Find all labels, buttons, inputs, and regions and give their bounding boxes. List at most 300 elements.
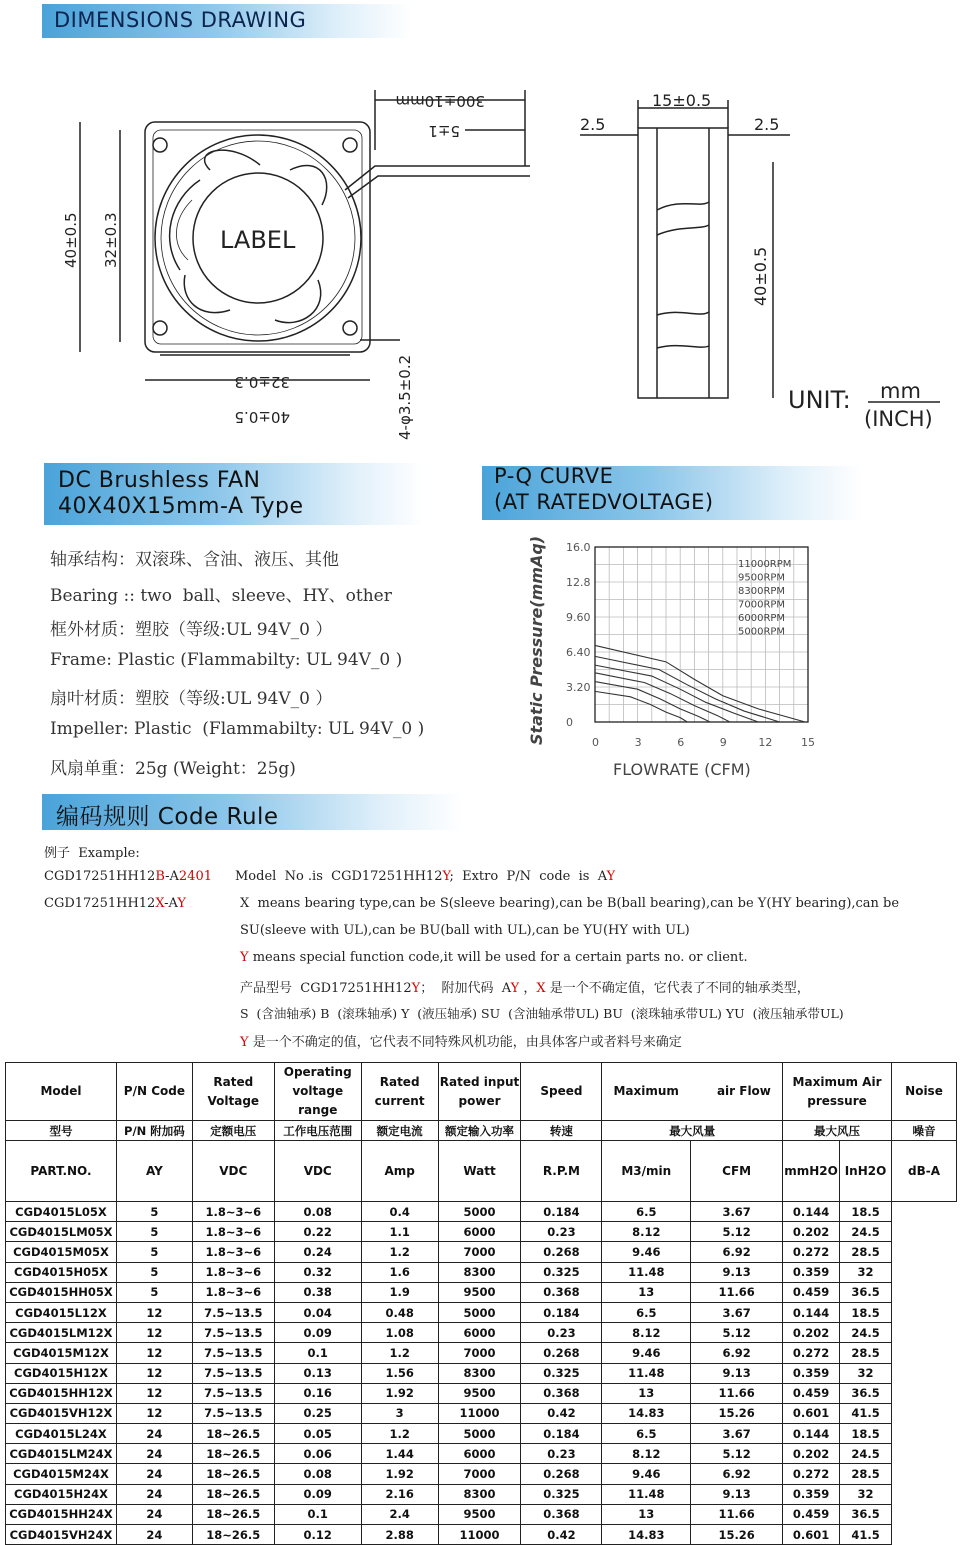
legend-item: 6000RPM [738, 613, 786, 624]
th-unit-inh2o: InH2O [840, 1141, 892, 1202]
table-cell: 0.22 [274, 1222, 361, 1242]
table-cell: 1.2 [361, 1424, 438, 1444]
table-cell: 1.8~3~6 [192, 1262, 274, 1282]
table-cell: 0.23 [521, 1323, 602, 1343]
table-row [6, 1444, 957, 1464]
table-cell: 0.16 [274, 1383, 361, 1403]
cn1-f: X [536, 981, 546, 996]
table-row [6, 1202, 957, 1222]
table-cell: 6.5 [602, 1302, 691, 1322]
table-cell: 0.05 [274, 1424, 361, 1444]
code-rule-title: 编码规则 Code Rule [56, 804, 279, 830]
legend-item: 5000RPM [738, 626, 786, 638]
table-cell: 2.88 [361, 1525, 438, 1545]
part-number-cell: CGD4015HH12X [6, 1383, 117, 1403]
table-cell: 0.08 [274, 1464, 361, 1484]
table-row [6, 1282, 957, 1302]
table-cell: 7.5~13.5 [192, 1403, 274, 1423]
table-cell: 6.92 [691, 1242, 783, 1262]
table-cell: 0.359 [783, 1484, 840, 1504]
table-cell: 18~26.5 [192, 1444, 274, 1464]
table-cell: 3.67 [691, 1302, 783, 1322]
fan-label-text: LABEL [220, 226, 296, 254]
table-cell: 15.26 [691, 1403, 783, 1423]
th-unit-vdc-range: VDC [274, 1141, 361, 1202]
table-cell: 0.13 [274, 1363, 361, 1383]
table-cell: 7.5~13.5 [192, 1383, 274, 1403]
spec-bearing-cn: 轴承结构：双滚珠、含油、液压、其他 [50, 550, 339, 570]
table-row [6, 1343, 957, 1363]
table-cell: 0.32 [274, 1262, 361, 1282]
table-cell: 24.5 [840, 1323, 892, 1343]
outer-width-dim: 40±0.5 [234, 408, 290, 426]
table-cell: 7000 [438, 1242, 521, 1262]
x-tick-label: 12 [758, 736, 773, 749]
unit-inch: (INCH) [864, 407, 933, 431]
legend-item: 7000RPM [738, 599, 786, 611]
table-cell: 32 [840, 1484, 892, 1504]
table-cell: 3 [361, 1403, 438, 1423]
example-label: 例子 Example: [44, 846, 140, 861]
th-unit-cfm: CFM [691, 1141, 783, 1202]
th-air-pressure: Maximum Air pressure [783, 1063, 892, 1121]
table-cell: 0.48 [361, 1302, 438, 1322]
thickness-dim: 15±0.5 [652, 91, 712, 110]
table-cell: 14.83 [602, 1525, 691, 1545]
hole-height-dim: 32±0.3 [102, 212, 120, 268]
th-rated-current: Rated current [361, 1063, 438, 1121]
x-tick-label: 3 [634, 736, 642, 749]
table-cell: 0.459 [783, 1504, 840, 1524]
y-tick-label: 16.0 [566, 541, 591, 554]
table-cell: 2.16 [361, 1484, 438, 1504]
cn3-a: Y [240, 1035, 249, 1050]
table-body [6, 1202, 957, 1545]
y-desc: means special function code,it will be used for a certain parts no. or client. [248, 950, 748, 965]
table-cell: 6.5 [602, 1424, 691, 1444]
table-cell: 0.601 [783, 1525, 840, 1545]
fan-title-line-1: DC Brushless FAN [58, 468, 261, 493]
th-rated-power: Rated input power [438, 1063, 521, 1121]
ex1-bearing: B [155, 869, 166, 884]
table-cell: 24.5 [840, 1444, 892, 1464]
y-letter: Y [240, 950, 249, 965]
table-cell: 24 [116, 1484, 192, 1504]
table-cell: 13 [602, 1383, 691, 1403]
table-cell: 1.44 [361, 1444, 438, 1464]
table-cell: 24 [116, 1424, 192, 1444]
fan-title-banner [44, 463, 424, 525]
table-cell: 6000 [438, 1222, 521, 1242]
y-tick-label: 0 [566, 716, 573, 729]
table-cell: 6000 [438, 1323, 521, 1343]
th-cn-pressure: 最大风压 [783, 1121, 892, 1141]
table-cell: 5000 [438, 1202, 521, 1222]
x-meaning-line-2: SU(sleeve with UL),can be BU(ball with UL),can be YU(HY with UL) [240, 923, 690, 938]
table-cell: 5.12 [691, 1444, 783, 1464]
table-cell: 5 [116, 1222, 192, 1242]
th-model: Model [6, 1063, 117, 1121]
y-axis-label: Static Pressure(mmAq) [527, 535, 546, 745]
table-row [6, 1424, 957, 1444]
th-cn-current: 额定电流 [361, 1121, 438, 1141]
table-cell: 6000 [438, 1444, 521, 1464]
ex1-suffix: 2401 [178, 869, 212, 884]
table-cell: 12 [116, 1323, 192, 1343]
table-cell: 13 [602, 1504, 691, 1524]
table-cell: 0.202 [783, 1444, 840, 1464]
table-cell: 3.67 [691, 1202, 783, 1222]
table-row [6, 1222, 957, 1242]
table-cell: 24 [116, 1504, 192, 1524]
table-cell: 7.5~13.5 [192, 1363, 274, 1383]
pq-curve-chart [520, 535, 840, 785]
table-cell: 6.92 [691, 1464, 783, 1484]
table-cell: 0.272 [783, 1343, 840, 1363]
th-cn-voltage: 定额电压 [192, 1121, 274, 1141]
table-cell: 0.184 [521, 1302, 602, 1322]
table-cell: 1.8~3~6 [192, 1282, 274, 1302]
table-cell: 8300 [438, 1262, 521, 1282]
x-tick-label: 9 [719, 736, 727, 749]
table-cell: 7.5~13.5 [192, 1323, 274, 1343]
table-cell: 9500 [438, 1282, 521, 1302]
table-cell: 24 [116, 1464, 192, 1484]
th-unit-m3min: M3/min [602, 1141, 691, 1202]
legend-item: 11000RPM [738, 559, 792, 570]
cn-line-2: S (含油轴承) B (滚珠轴承) Y (液压轴承) SU (含油轴承带UL) BU (滚珠轴承带UL) YU (液压轴承带UL) [240, 1006, 844, 1021]
table-cell: 1.08 [361, 1323, 438, 1343]
cn1-a: 产品型号 CGD17251HH12 [240, 981, 412, 996]
table-cell: 0.23 [521, 1222, 602, 1242]
table-cell: 9.13 [691, 1262, 783, 1282]
table-cell: 41.5 [840, 1525, 892, 1545]
table-cell: 11.66 [691, 1383, 783, 1403]
table-cell: 8.12 [602, 1323, 691, 1343]
cn-line-1 [240, 977, 810, 996]
series-line-11000rpm [595, 645, 805, 722]
table-cell: 0.459 [783, 1383, 840, 1403]
th-rated-voltage: Rated Voltage [192, 1063, 274, 1121]
table-cell: 0.601 [783, 1403, 840, 1423]
y-meaning-line [240, 950, 748, 965]
table-cell: 24 [116, 1525, 192, 1545]
x-tick-label: 6 [677, 736, 685, 749]
table-cell: 5 [116, 1282, 192, 1302]
table-cell: 9.13 [691, 1363, 783, 1383]
ex1-desc-b: Y [442, 869, 450, 884]
table-cell: 9.46 [602, 1343, 691, 1363]
table-cell: 8300 [438, 1484, 521, 1504]
example-1-code [44, 869, 212, 884]
table-cell: 18.5 [840, 1202, 892, 1222]
part-number-cell: CGD4015LM12X [6, 1323, 117, 1343]
th-cn-pn: P/N 附加码 [116, 1121, 192, 1141]
spec-impeller-cn: 扇叶材质：塑胶（等级:UL 94V_0 ） [50, 689, 333, 709]
cn1-g: 是一个不确定值，它代表了不同的轴承类型， [545, 981, 810, 996]
table-cell: 28.5 [840, 1242, 892, 1262]
table-cell: 5 [116, 1242, 192, 1262]
table-cell: 11.66 [691, 1504, 783, 1524]
th-operating-range: Operating voltage range [274, 1063, 361, 1121]
strip-length-dim: 5±1 [428, 122, 460, 140]
table-cell: 2.4 [361, 1504, 438, 1524]
table-cell: 8.12 [602, 1444, 691, 1464]
example-2-code [44, 896, 186, 911]
flange-left-dim: 2.5 [580, 115, 606, 134]
table-cell: 18~26.5 [192, 1464, 274, 1484]
table-cell: 1.2 [361, 1343, 438, 1363]
table-cell: 12 [116, 1302, 192, 1322]
table-header-units [6, 1141, 957, 1202]
part-number-cell: CGD4015L24X [6, 1424, 117, 1444]
table-cell: 0.09 [274, 1484, 361, 1504]
th-air-flow: air Flow [716, 1084, 771, 1098]
table-cell: 14.83 [602, 1403, 691, 1423]
ex1-desc-a: Model No .is CGD17251HH12 [235, 869, 443, 884]
table-cell: 24.5 [840, 1222, 892, 1242]
part-number-cell: CGD4015M24X [6, 1464, 117, 1484]
th-unit-vdc: VDC [192, 1141, 274, 1202]
spec-bearing-en: Bearing :: two ball、sleeve、HY、other [50, 586, 392, 606]
ex2-suffix: Y [177, 896, 186, 911]
pq-title-line-1: P-Q CURVE [494, 464, 614, 488]
table-row [6, 1525, 957, 1545]
fan-side-view-drawing [570, 80, 950, 450]
table-row [6, 1242, 957, 1262]
pq-curve-banner [482, 466, 862, 520]
table-row [6, 1383, 957, 1403]
fan-title-line-2: 40X40X15mm-A Type [58, 494, 304, 519]
ex2-bearing: X [155, 896, 165, 911]
th-unit-watt: Watt [438, 1141, 521, 1202]
th-cn-noise: 噪音 [892, 1121, 957, 1141]
th-cn-power: 额定输入功率 [438, 1121, 521, 1141]
table-cell: 11.48 [602, 1484, 691, 1504]
part-number-cell: CGD4015VH24X [6, 1525, 117, 1545]
table-cell: 41.5 [840, 1403, 892, 1423]
table-cell: 6.5 [602, 1202, 691, 1222]
th-unit-dba: dB-A [892, 1141, 957, 1202]
th-cn-model: 型号 [6, 1121, 117, 1141]
table-cell: 1.92 [361, 1383, 438, 1403]
unit-label: UNIT: [788, 386, 851, 414]
part-number-cell: CGD4015L05X [6, 1202, 117, 1222]
table-cell: 1.8~3~6 [192, 1242, 274, 1262]
table-row [6, 1484, 957, 1504]
table-cell: 11.66 [691, 1282, 783, 1302]
spec-weight: 风扇单重：25g (Weight：25g) [50, 759, 296, 779]
table-header-en [6, 1063, 957, 1121]
th-cn-speed: 转速 [521, 1121, 602, 1141]
outer-height-dim: 40±0.5 [62, 212, 80, 268]
hole-width-dim: 32±0.3 [234, 373, 290, 391]
pn-code-cell: AY [116, 1141, 192, 1202]
y-tick-label: 9.60 [566, 611, 591, 624]
table-cell: 5.12 [691, 1222, 783, 1242]
table-cell: 28.5 [840, 1464, 892, 1484]
table-cell: 36.5 [840, 1383, 892, 1403]
table-cell: 9.46 [602, 1464, 691, 1484]
flange-right-dim: 2.5 [754, 115, 780, 134]
table-cell: 18~26.5 [192, 1504, 274, 1524]
table-cell: 15.26 [691, 1525, 783, 1545]
spec-table [5, 1062, 957, 1545]
table-cell: 24 [116, 1444, 192, 1464]
table-cell: 12 [116, 1343, 192, 1363]
table-cell: 9500 [438, 1383, 521, 1403]
table-cell: 0.325 [521, 1363, 602, 1383]
ex1-sep: -A [165, 869, 179, 884]
table-cell: 9.13 [691, 1484, 783, 1504]
legend-item: 8300RPM [738, 586, 786, 597]
table-cell: 1.2 [361, 1242, 438, 1262]
unit-mm: mm [880, 379, 921, 403]
table-cell: 0.09 [274, 1323, 361, 1343]
table-row [6, 1363, 957, 1383]
part-number-cell: CGD4015VH12X [6, 1403, 117, 1423]
th-pn-code: P/N Code [116, 1063, 192, 1121]
table-cell: 0.272 [783, 1464, 840, 1484]
th-unit-rpm: R.P.M [521, 1141, 602, 1202]
cn1-c: ； 附加代码 A [420, 981, 511, 996]
table-cell: 9500 [438, 1504, 521, 1524]
x-meaning-line-1: X means bearing type,can be S(sleeve bearing),can be B(ball bearing),can be Y(HY bearing),can be [240, 896, 900, 911]
table-cell: 0.368 [521, 1383, 602, 1403]
part-number-cell: CGD4015H12X [6, 1363, 117, 1383]
table-cell: 9.46 [602, 1242, 691, 1262]
table-cell: 18~26.5 [192, 1484, 274, 1504]
table-cell: 36.5 [840, 1282, 892, 1302]
table-row [6, 1302, 957, 1322]
table-cell: 0.325 [521, 1262, 602, 1282]
table-cell: 12 [116, 1363, 192, 1383]
spec-frame-cn: 框外材质：塑胶（等级:UL 94V_0 ） [50, 620, 333, 640]
table-row [6, 1504, 957, 1524]
part-number-cell: CGD4015L12X [6, 1302, 117, 1322]
ex2-sep: -A [164, 896, 178, 911]
cn3-b: 是一个不确定的值，它代表不同特殊风机功能，由具体客户或者料号来确定 [248, 1035, 682, 1050]
part-number-cell: CGD4015H05X [6, 1262, 117, 1282]
table-cell: 1.56 [361, 1363, 438, 1383]
th-airflow [602, 1063, 783, 1121]
table-cell: 0.23 [521, 1444, 602, 1464]
table-cell: 0.24 [274, 1242, 361, 1262]
table-header-cn [6, 1121, 957, 1141]
table-cell: 28.5 [840, 1343, 892, 1363]
th-noise: Noise [892, 1063, 957, 1121]
x-tick-label: 0 [592, 736, 599, 749]
part-number-cell: CGD4015HH05X [6, 1282, 117, 1302]
table-cell: 11.48 [602, 1262, 691, 1282]
th-unit-mmh2o: mmH2O [783, 1141, 840, 1202]
table-cell: 8.12 [602, 1222, 691, 1242]
table-cell: 1.8~3~6 [192, 1202, 274, 1222]
table-cell: 11.48 [602, 1363, 691, 1383]
table-cell: 32 [840, 1363, 892, 1383]
series-line-7000rpm [595, 673, 730, 722]
cn1-e: ， [519, 981, 537, 996]
part-number-cell: CGD4015LM24X [6, 1444, 117, 1464]
table-cell: 36.5 [840, 1504, 892, 1524]
ex1-base: CGD17251HH12 [44, 869, 156, 884]
th-cn-range: 工作电压范围 [274, 1121, 361, 1141]
holes-dim: 4-φ3.5±0.2 [396, 354, 414, 440]
table-cell: 3.67 [691, 1424, 783, 1444]
table-cell: 0.1 [274, 1343, 361, 1363]
table-cell: 1.6 [361, 1262, 438, 1282]
table-cell: 5000 [438, 1424, 521, 1444]
table-cell: 11000 [438, 1525, 521, 1545]
ex1-desc-c: ; Extro P/N code is A [449, 869, 607, 884]
table-cell: 0.04 [274, 1302, 361, 1322]
cn1-b: Y [411, 981, 421, 996]
part-number-cell: CGD4015M12X [6, 1343, 117, 1363]
table-row [6, 1403, 957, 1423]
x-axis-label: FLOWRATE (CFM) [613, 760, 751, 779]
th-maximum: Maximum [613, 1084, 679, 1098]
ex2-base: CGD17251HH12 [44, 896, 156, 911]
table-cell: 0.268 [521, 1343, 602, 1363]
th-cn-airflow: 最大风量 [602, 1121, 783, 1141]
part-number-cell: CGD4015HH24X [6, 1504, 117, 1524]
table-cell: 18.5 [840, 1424, 892, 1444]
table-cell: 0.268 [521, 1242, 602, 1262]
table-cell: 0.42 [521, 1525, 602, 1545]
table-cell: 0.268 [521, 1464, 602, 1484]
part-number-cell: CGD4015M05X [6, 1242, 117, 1262]
part-number-cell: CGD4015H24X [6, 1484, 117, 1504]
pq-title-line-2: (AT RATEDVOLTAGE) [494, 490, 714, 514]
table-cell: 0.368 [521, 1282, 602, 1302]
table-cell: 0.368 [521, 1504, 602, 1524]
table-cell: 0.38 [274, 1282, 361, 1302]
table-row [6, 1323, 957, 1343]
table-cell: 12 [116, 1403, 192, 1423]
y-tick-label: 6.40 [566, 646, 591, 659]
legend-item: 9500RPM [738, 572, 786, 584]
table-cell: 0.25 [274, 1403, 361, 1423]
code-rule-banner [42, 794, 462, 830]
y-tick-label: 3.20 [566, 681, 591, 694]
table-cell: 1.1 [361, 1222, 438, 1242]
cable-length-dim: 300±10mm [395, 92, 485, 110]
table-cell: 0.202 [783, 1323, 840, 1343]
table-cell: 0.359 [783, 1262, 840, 1282]
table-row [6, 1262, 957, 1282]
table-cell: 12 [116, 1383, 192, 1403]
table-cell: 0.144 [783, 1302, 840, 1322]
table-cell: 5000 [438, 1302, 521, 1322]
table-cell: 0.08 [274, 1202, 361, 1222]
table-cell: 0.12 [274, 1525, 361, 1545]
th-part-no: PART.NO. [6, 1141, 117, 1202]
side-height-dim: 40±0.5 [751, 246, 770, 306]
table-cell: 18~26.5 [192, 1424, 274, 1444]
table-cell: 7.5~13.5 [192, 1343, 274, 1363]
y-tick-label: 12.8 [566, 576, 591, 589]
table-cell: 0.202 [783, 1222, 840, 1242]
table-cell: 13 [602, 1282, 691, 1302]
table-row [6, 1464, 957, 1484]
ex1-desc-d: Y [606, 869, 616, 884]
spec-frame-en: Frame: Plastic (Flammabilty: UL 94V_0 ) [50, 650, 403, 670]
part-number-cell: CGD4015LM05X [6, 1222, 117, 1242]
table-cell: 18.5 [840, 1302, 892, 1322]
cn1-d: Y [510, 981, 520, 996]
table-cell: 0.144 [783, 1202, 840, 1222]
table-cell: 1.92 [361, 1464, 438, 1484]
